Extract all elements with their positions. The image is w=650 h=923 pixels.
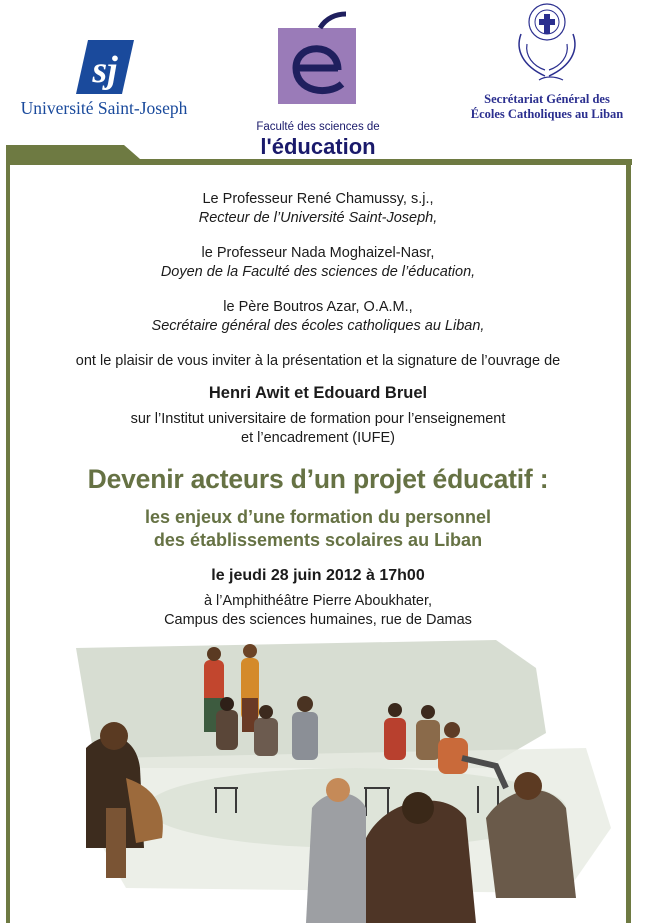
sgec-logo (444, 0, 650, 122)
host1-name: Le Professeur René Chamussy, s.j., (202, 191, 434, 207)
usj-emblem-letters: sj (92, 49, 118, 91)
authors: Henri Awit et Edouard Bruel (208, 384, 428, 402)
event-venue: à l’Amphithéâtre Pierre Aboukhater, (203, 593, 433, 609)
frame-top-border (6, 145, 638, 167)
sgec-name-line1: Secrétariat Général des (484, 92, 610, 106)
host3-title: Secrétaire général des écoles catholiques au Liban, (151, 318, 485, 334)
book-subtitle-line2: des établissements scolaires au Liban (153, 530, 483, 550)
sgec-name-line2: Écoles Catholiques au Liban (470, 107, 624, 121)
hosts-block (10, 190, 626, 228)
usj-name: Université Saint-Joseph (20, 98, 188, 118)
usj-emblem-icon (72, 38, 136, 96)
institute-line1: sur l’Institut universitaire de formation pour l’enseignement (130, 411, 506, 427)
frame-right-border (626, 160, 631, 923)
event-date: le jeudi 28 juin 2012 à 17h00 (211, 567, 425, 584)
invite-line: ont le plaisir de vous inviter à la présentation et la signature de l’ouvrage de (75, 353, 561, 369)
fse-name-line1: Faculté des sciences de (256, 121, 380, 133)
host1-title: Recteur de l’Université Saint-Joseph, (198, 210, 438, 226)
sgec-hands-cross-icon (511, 0, 583, 88)
host2-name: le Professeur Nada Moghaizel-Nasr, (201, 245, 435, 261)
usj-logo (6, 38, 202, 119)
event-campus: Campus des sciences humaines, rue de Damas (164, 612, 472, 628)
fse-e-emblem-icon (276, 10, 360, 110)
institute-line2: et l’encadrement (IUFE) (241, 430, 395, 446)
host3-name: le Père Boutros Azar, O.A.M., (223, 299, 413, 315)
book-subtitle-line1: les enjeux d’une formation du personnel (144, 507, 492, 527)
group-discussion-illustration (66, 638, 618, 923)
host2-title: Doyen de la Faculté des sciences de l’éducation, (160, 264, 476, 280)
fse-name-line2: l'éducation (260, 134, 376, 159)
book-title: Devenir acteurs d’un projet éducatif : (87, 464, 549, 494)
